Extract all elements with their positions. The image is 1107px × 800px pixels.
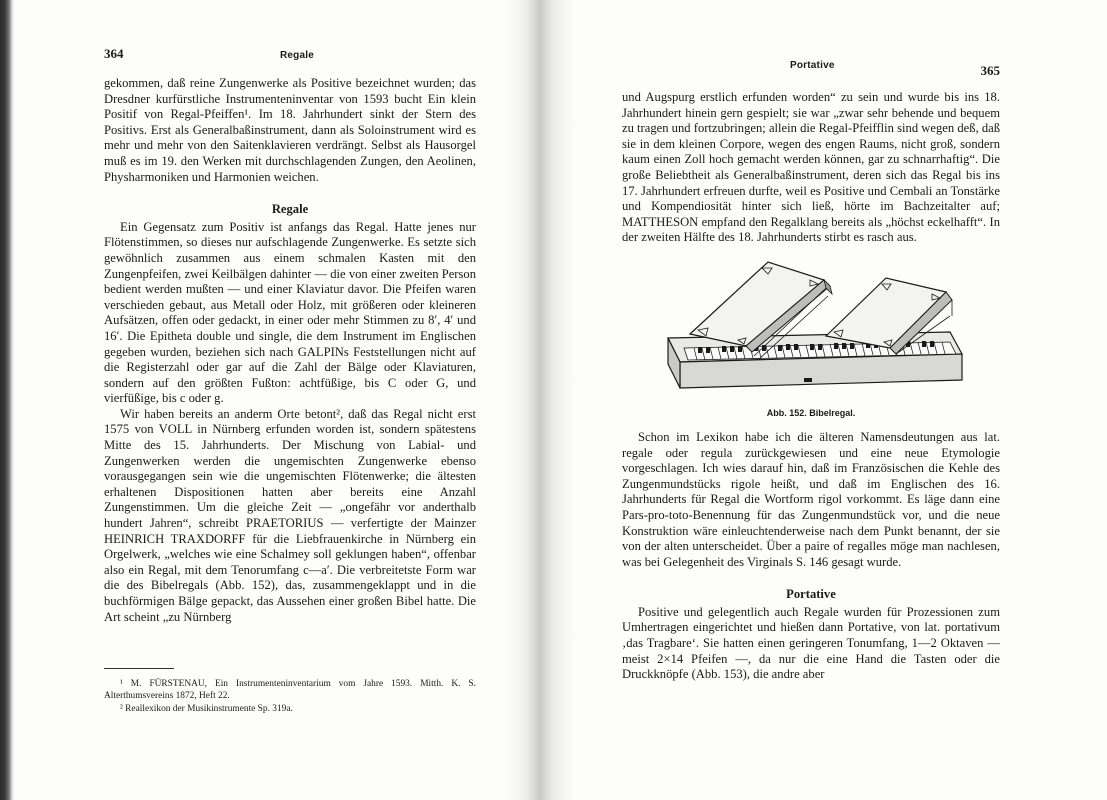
right-paragraph-3: Positive und gelegentlich auch Regale wurden für Prozessionen zum Umhertragen eingerichtet und hießen dann Portative, von lat. portativum ‚das Tragbare‘. Sie hatten einen geringeren Tonumfang, 1—2 Oktaven — meist 2×14 Pfeifen —, da nur die eine Hand die Tasten oder die Druckknöpfe (Abb. 153), die andre aber — [622, 604, 1000, 682]
right-text-column — [622, 90, 1000, 683]
running-head-title-left: Regale — [280, 50, 314, 61]
page-number-right: 365 — [980, 63, 1000, 78]
left-page — [92, 0, 476, 800]
right-paragraph-2: Schon im Lexikon habe ich die älteren Namensdeutungen aus lat. regale oder regula zurückgewiesen und eine neue Etymologie vorgeschlagen. Ich wies darauf hin, daß im Französischen die Kehle des Zungenmundstücks rigole heißt, und daß im Englischen des 16. Jahrhunderts für Regal die Wortform rigol vorkommt. Es läge dann eine Pars-pro-toto-Benennung für das Zungenmundstück vor, und die neue Konstruktion wäre einleuchtenderweise nach dem Punkt benannt, der sie von der alten unterscheidet. Über a paire of regalles möge man nachlesen, was bei Gelegenheit des Virginals S. 146 gesagt wurde. — [622, 429, 1000, 569]
footnotes — [104, 678, 476, 715]
footnote-1: ¹ M. FÜRSTENAU, Ein Instrumenteninventarium vom Jahre 1593. Mitth. K. S. Alterthumsvereins 1872, Heft 22. — [104, 679, 476, 702]
left-paragraph-2: Ein Gegensatz zum Positiv ist anfangs das Regal. Hatte jenes nur Flötenstimmen, so dieses nur aufschlagende Zungenwerke. Es setzte sich gewöhnlich zusammen aus einem schmalen Kasten mit den Zungenpfeifen, zwei Keilbälgen dahinter — die von einer zweiten Person bedient werden mußten — und einer Klaviatur davor. Die Pfeifen waren verschieden gebaut, aus Metall oder Holz, mit größeren oder kleineren Aufsätzen, offen oder gedackt, in einer oder mehr Stimmen zu 8′, 4′ und 16′. Die Epitheta double und single, die dem Instrument im Englischen gegeben wurden, beziehen sich nach GALPINs Feststellungen nicht auf die Registerzahl oder gar auf die Zahl der Bälge oder Klaviaturen, sondern auf den größten Fußton: achtfüßige, bis C oder G, und vierfüßige, bis c oder g. — [104, 219, 476, 406]
running-head-title-right: Portative — [790, 60, 835, 71]
left-running-head — [92, 46, 476, 76]
book-edge-shadow — [0, 0, 14, 800]
page-number-left: 364 — [104, 46, 124, 61]
footnote-2: ² Reallexikon der Musikinstrumente Sp. 319a. — [120, 703, 293, 714]
right-paragraph-1: und Augspurg erstlich erfunden worden“ zu sein und wurde bis ins 18. Jahrhundert hinein gern gespielt; sie war „zwar sehr behende und bequem zu tragen und fortzubringen; allein die Regal-Pfeifflin sind wegen deß, daß sie in dem kleinen Corpore, wegen des engen Raums, nicht groß, sondern kaum einen Zoll hoch gemacht werden können, gar zu schnarrhaftig“. Die große Beliebtheit als Generalbaßinstrument, deren sich das Regal bis ins 17. Jahrhundert erfreuen durfte, weil es Positive und Cembali an Tonstärke und Kompendiosität hinter sich ließ, hörte im Bachzeitalter auf; MATTHESON empfand den Regalklang bereits als „höchst eckelhafft“. In der zweiten Hälfte des 18. Jahrhunderts stirbt es rasch aus. — [622, 90, 1000, 245]
bibelregal-illustration — [650, 256, 970, 402]
figure-caption: Abb. 152. Bibelregal. — [766, 407, 856, 418]
figure-bibelregal — [622, 256, 1000, 422]
footnote-divider — [104, 668, 174, 669]
left-paragraph-3: Wir haben bereits an anderm Orte betont², daß das Regal nicht erst 1575 von VOLL in Nürnberg erfunden worden ist, sondern spätestens Mitte des 15. Jahrhunderts. Der Mischung von Labial- und Zungenwerken werden die ungemischten Zungenwerke ebenso vorausgegangen sein wie die ungemischten Flötenwerke; die ältesten erhaltenen Dispositionen hatten aber bereits eine Anzahl Zungenstimmen. Um die gleiche Zeit — „ongefähr vor anderthalb hundert Jahren“, schreibt PRAETORIUS — verfertigte der Mainzer HEINRICH TRAXDORFF für die Liebfrauenkirche in Nürnberg ein Orgelwerk, „welches wie eine Schalmey soll geklungen haben“, offenbar also ein Regal, mit dem Tenorumfang c—a′. Die verbreitetste Form war die des Bibelregals (Abb. 152), das, zusammengeklappt und in die buchförmigen Bälge gepackt, das Aussehen einer großen Bibel hatte. Die Art scheint „zu Nürnberg — [104, 406, 476, 624]
book-gutter — [505, 0, 575, 800]
left-text-column — [104, 76, 476, 625]
right-page — [612, 0, 1000, 800]
section-heading-regale: Regale — [271, 202, 309, 217]
left-paragraph-1: gekommen, daß reine Zungenwerke als Positive bezeichnet wurden; das Dresdner kurfürstliche Instrumenteninventar von 1593 bucht Ein klein Positif von Regal-Pfeiffen¹. Im 18. Jahrhundert sinkt der Stern des Positivs. Erst als Generalbaßinstrument, dann als Soloinstrument wird es mehr und mehr von den Saitenklavieren verdrängt. Selbst als Hausorgel muß es im 19. den Werken mit durchschlagenden Zungen, den Aeolinen, Physharmoniken und Harmonien weichen. — [104, 76, 476, 184]
right-running-head — [612, 58, 1000, 88]
section-heading-portative: Portative — [786, 587, 836, 602]
